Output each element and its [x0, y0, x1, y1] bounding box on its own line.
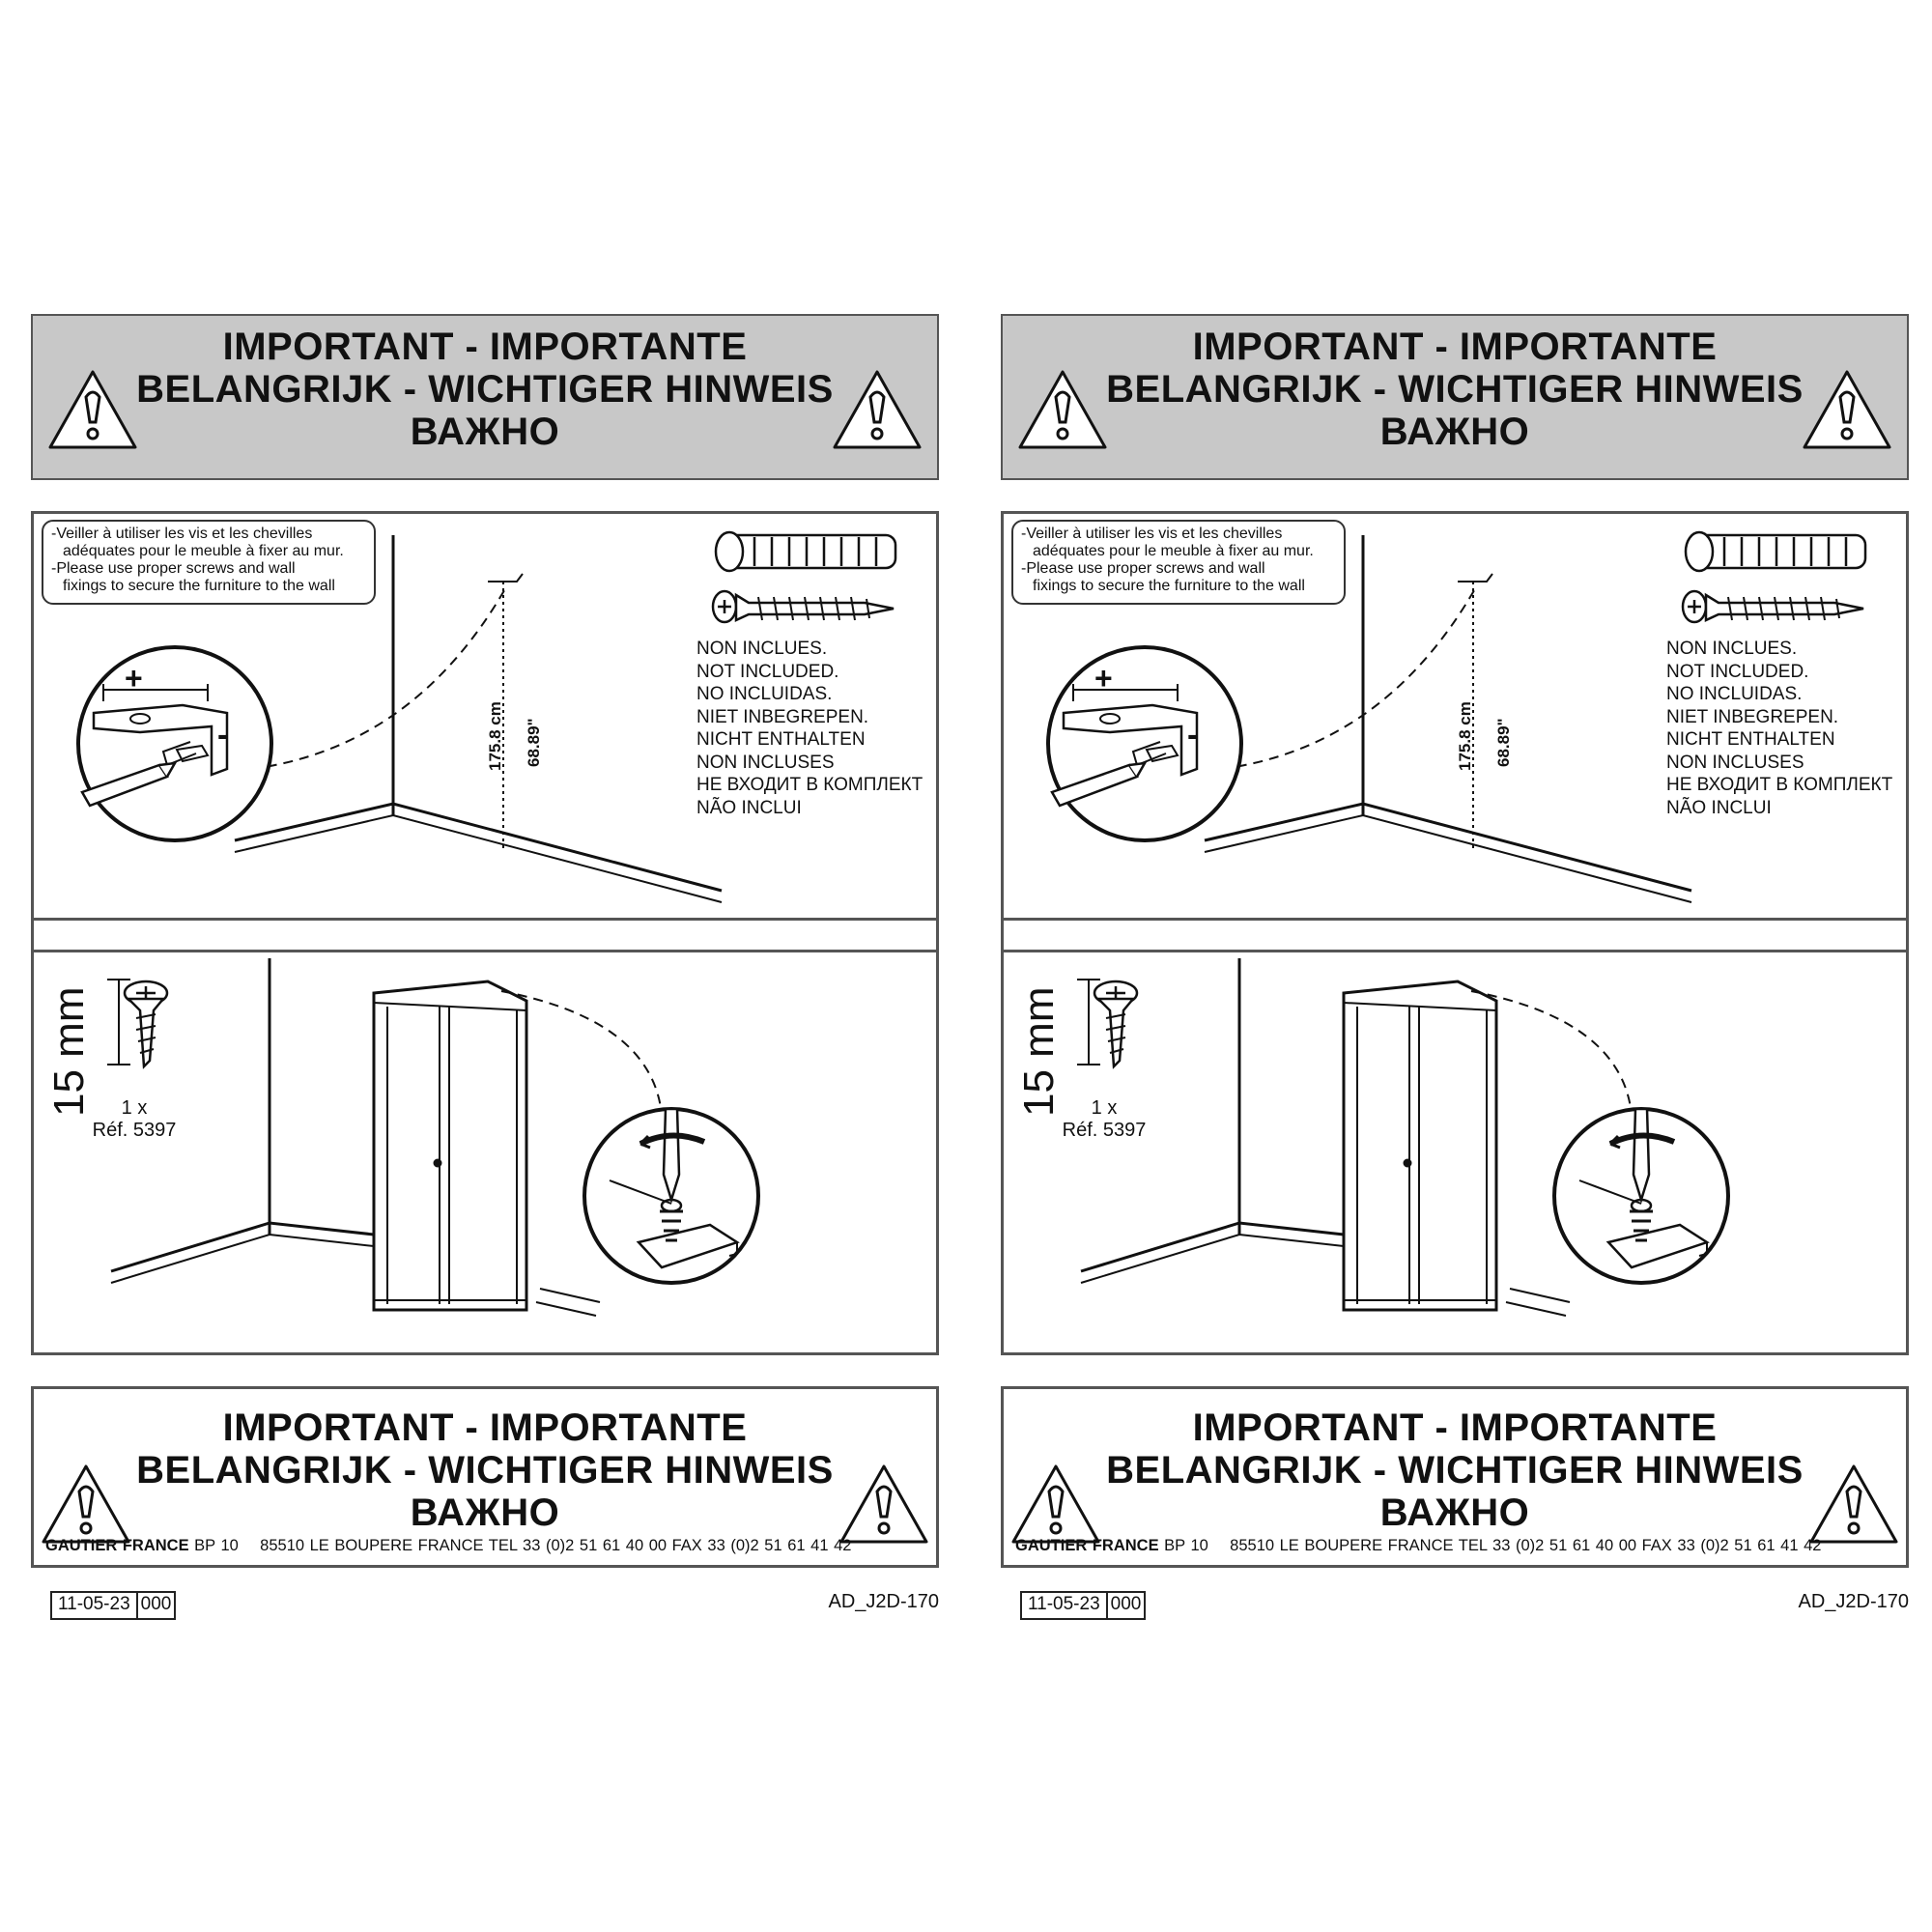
- header-title-3: ВАЖНО: [1379, 411, 1530, 453]
- screw-reference: Réf. 5397: [92, 1120, 177, 1141]
- not-included-list: [696, 638, 923, 819]
- note-en-line-2: fixings to secure the furniture to the wall: [63, 578, 335, 594]
- screw-length-label: 15 mm: [1015, 986, 1063, 1117]
- date-code-box: [1020, 1591, 1146, 1620]
- company-address: [1015, 1537, 1821, 1555]
- address-text: BP 10 85510 LE BOUPERE FRANCE TEL 33 (0)2 51 61 40 00 FAX 33 (0)2 51 61 41 42: [188, 1537, 852, 1554]
- company-name: GAUTIER FRANCE: [45, 1537, 189, 1554]
- not-included-fr: NON INCLUES.: [696, 639, 828, 659]
- header-banner: [31, 314, 939, 480]
- height-in-label: 68.89": [525, 718, 543, 767]
- revision-code: 000: [1106, 1593, 1145, 1618]
- header-title-3: ВАЖНО: [410, 411, 560, 453]
- footer-title-3: ВАЖНО: [1379, 1492, 1530, 1534]
- height-in-label: 68.89": [1494, 718, 1513, 767]
- header-title-1: IMPORTANT - IMPORTANTE: [222, 326, 748, 368]
- height-cm-label: 175.8 cm: [486, 701, 504, 771]
- footer-title-1: IMPORTANT - IMPORTANTE: [222, 1406, 748, 1449]
- minus-sign: -: [1187, 717, 1199, 753]
- fixing-advice-note: [1011, 520, 1346, 605]
- revision-code: 000: [136, 1593, 175, 1618]
- instruction-sheet-right: [1001, 314, 1909, 1618]
- company-address: [45, 1537, 851, 1555]
- note-fr-line-2: adéquates pour le meuble à fixer au mur.: [63, 543, 344, 559]
- not-included-fr: NON INCLUES.: [1666, 639, 1798, 659]
- screw-quantity: [1046, 1097, 1162, 1142]
- footer-title-2: BELANGRIJK - WICHTIGER HINWEIS: [136, 1449, 834, 1492]
- date-code: 11-05-23: [58, 1594, 130, 1614]
- screw-quantity: [76, 1097, 192, 1142]
- not-included-it: NON INCLUSES: [696, 752, 835, 773]
- header-title-2: BELANGRIJK - WICHTIGER HINWEIS: [136, 368, 834, 411]
- warning-icon: [1807, 1463, 1900, 1546]
- not-included-nl: NIET INBEGREPEN.: [1666, 706, 1839, 727]
- not-included-en: NOT INCLUDED.: [696, 661, 839, 682]
- note-fr-line-2: adéquates pour le meuble à fixer au mur.: [1033, 543, 1314, 559]
- note-en-line-1: -Please use proper screws and wall: [1021, 560, 1265, 577]
- note-fr-line-1: -Veiller à utiliser les vis et les chevilles: [1021, 526, 1283, 542]
- header-title-2: BELANGRIJK - WICHTIGER HINWEIS: [1106, 368, 1804, 411]
- not-included-nl: NIET INBEGREPEN.: [696, 706, 869, 727]
- quantity-text: 1 x: [121, 1097, 148, 1119]
- note-fr-line-1: -Veiller à utiliser les vis et les chevilles: [51, 526, 313, 542]
- not-included-de: NICHT ENTHALTEN: [696, 729, 866, 750]
- not-included-ru: НЕ ВХОДИТ В КОМПЛЕКТ: [1666, 775, 1893, 795]
- warning-icon: [1801, 368, 1893, 451]
- screw-reference: Réf. 5397: [1062, 1120, 1147, 1141]
- header-title-1: IMPORTANT - IMPORTANTE: [1192, 326, 1718, 368]
- warning-icon: [1009, 1463, 1102, 1546]
- footer-title-1: IMPORTANT - IMPORTANTE: [1192, 1406, 1718, 1449]
- warning-icon: [40, 1463, 132, 1546]
- warning-icon: [838, 1463, 930, 1546]
- screw-length-label: 15 mm: [45, 986, 93, 1117]
- not-included-it: NON INCLUSES: [1666, 752, 1804, 773]
- plus-sign: +: [125, 661, 143, 696]
- footer-banner: [1001, 1386, 1909, 1568]
- company-name: GAUTIER FRANCE: [1015, 1537, 1159, 1554]
- document-reference: AD_J2D-170: [828, 1591, 939, 1612]
- cabinet-fixing-panel: [31, 950, 939, 1355]
- not-included-es: NO INCLUIDAS.: [696, 684, 833, 704]
- cabinet-screw-illustration: [1004, 952, 1906, 1352]
- date-code: 11-05-23: [1028, 1594, 1100, 1614]
- quantity-text: 1 x: [1091, 1097, 1118, 1119]
- cabinet-fixing-panel: [1001, 950, 1909, 1355]
- minus-sign: -: [217, 717, 229, 753]
- panel-divider: [1001, 921, 1909, 950]
- panel-divider: [31, 921, 939, 950]
- wall-fixing-panel: [31, 511, 939, 921]
- header-banner: [1001, 314, 1909, 480]
- not-included-pt: NÃO INCLUI: [696, 797, 802, 818]
- footer-title-2: BELANGRIJK - WICHTIGER HINWEIS: [1106, 1449, 1804, 1492]
- fixing-advice-note: [42, 520, 376, 605]
- warning-icon: [831, 368, 923, 451]
- not-included-list: [1666, 638, 1892, 819]
- not-included-ru: НЕ ВХОДИТ В КОМПЛЕКТ: [696, 775, 923, 795]
- date-code-box: [50, 1591, 176, 1620]
- footer-banner: [31, 1386, 939, 1568]
- not-included-pt: NÃO INCLUI: [1666, 797, 1772, 818]
- footer-title-3: ВАЖНО: [410, 1492, 560, 1534]
- height-cm-label: 175.8 cm: [1456, 701, 1474, 771]
- not-included-es: NO INCLUIDAS.: [1666, 684, 1803, 704]
- not-included-de: NICHT ENTHALTEN: [1666, 729, 1835, 750]
- document-reference: AD_J2D-170: [1798, 1591, 1909, 1612]
- wall-fixing-panel: [1001, 511, 1909, 921]
- note-en-line-2: fixings to secure the furniture to the wall: [1033, 578, 1305, 594]
- cabinet-screw-illustration: [34, 952, 936, 1352]
- address-text: BP 10 85510 LE BOUPERE FRANCE TEL 33 (0)2 51 61 40 00 FAX 33 (0)2 51 61 41 42: [1158, 1537, 1822, 1554]
- plus-sign: +: [1094, 661, 1113, 696]
- instruction-sheet-left: [31, 314, 939, 1618]
- note-en-line-1: -Please use proper screws and wall: [51, 560, 296, 577]
- not-included-en: NOT INCLUDED.: [1666, 661, 1809, 682]
